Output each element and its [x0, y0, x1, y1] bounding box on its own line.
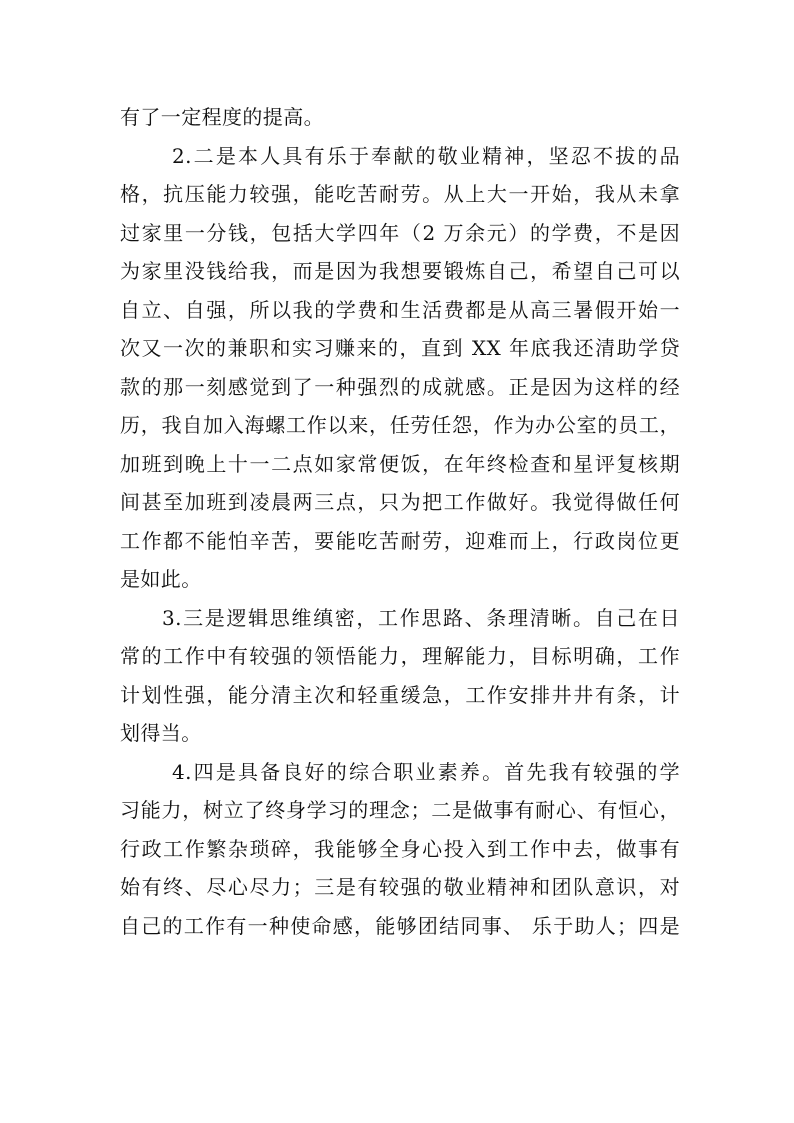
paragraph-2-line-9: 加班到晚上十一二点如家常便饭，在年终检查和星评复核期	[120, 451, 680, 476]
paragraph-4-line-3: 行政工作繁杂琐碎，我能够全身心投入到工作中去，做事有	[120, 836, 680, 861]
paragraph-2-line-1: 2.二是本人具有乐于奉献的敬业精神，坚忍不拔的品	[172, 143, 680, 168]
paragraph-2-line-6: 次又一次的兼职和实习赚来的，直到 XX 年底我还清助学贷	[120, 336, 680, 360]
paragraph-2-line-12: 是如此。	[120, 567, 202, 591]
paragraph-2-line-10: 间甚至加班到凌晨两三点，只为把工作做好。我觉得做任何	[120, 490, 680, 514]
paragraph-2-line-2: 格，抗压能力较强，能吃苦耐劳。从上大一开始，我从未拿	[120, 182, 680, 206]
paragraph-1-line-1: 有了一定程度的提高。	[120, 105, 324, 129]
paragraph-2-line-3: 过家里一分钱，包括大学四年（2 万余元）的学费，不是因	[120, 220, 680, 245]
paragraph-4-line-2: 习能力，树立了终身学习的理念；二是做事有耐心、有恒心，	[120, 798, 680, 822]
paragraph-3-line-3: 计划性强，能分清主次和轻重缓急，工作安排井井有条，计	[120, 682, 680, 707]
paragraph-2-line-4: 为家里没钱给我，而是因为我想要锻炼自己，希望自己可以	[120, 259, 680, 283]
paragraph-3-line-4: 划得当。	[120, 721, 202, 745]
paragraph-4-line-1: 4.四是具备良好的综合职业素养。首先我有较强的学	[172, 759, 680, 784]
paragraph-2-line-11: 工作都不能怕辛苦，要能吃苦耐劳，迎难而上，行政岗位更	[120, 528, 680, 553]
paragraph-2-line-8: 历，我自加入海螺工作以来，任劳任怨，作为办公室的员工，	[120, 413, 680, 437]
paragraph-2-line-5: 自立、自强，所以我的学费和生活费都是从高三暑假开始一	[120, 297, 680, 322]
paragraph-4-line-5: 自己的工作有一种使命感，能够团结同事、 乐于助人；四是	[120, 913, 680, 938]
paragraph-3-line-2: 常的工作中有较强的领悟能力，理解能力，目标明确，工作	[120, 644, 680, 668]
paragraph-4-line-4: 始有终、尽心尽力；三是有较强的敬业精神和团队意识，对	[120, 875, 680, 899]
paragraph-3-line-1: 3.三是逻辑思维缜密，工作思路、条理清晰。自己在日	[162, 605, 680, 630]
document-body	[120, 98, 680, 945]
paragraph-2-line-7: 款的那一刻感觉到了一种强烈的成就感。正是因为这样的经	[120, 374, 680, 399]
